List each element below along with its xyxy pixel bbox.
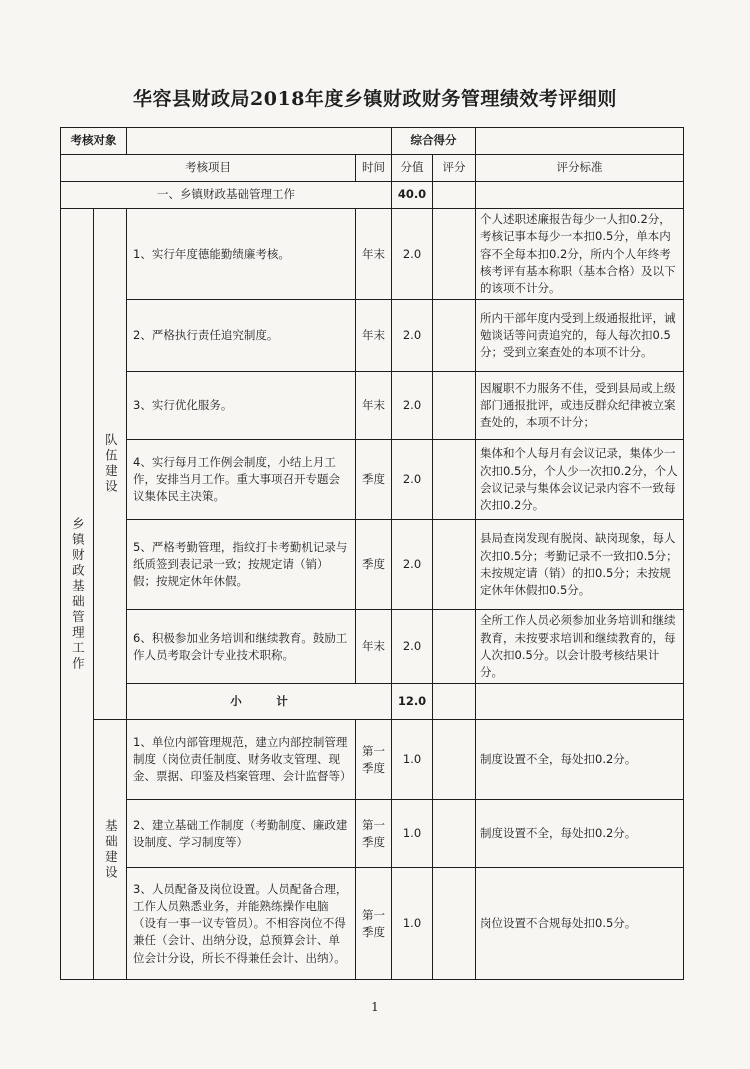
item-points: 2.0 [392, 209, 433, 300]
item-criteria: 制度设置不全，每处扣0.2分。 [476, 720, 684, 800]
item-time: 第一季度 [356, 868, 392, 980]
table-row [61, 300, 684, 372]
item-text: 2、严格执行责任追究制度。 [127, 300, 356, 372]
table-row [61, 372, 684, 440]
section-grade-cell [433, 182, 476, 209]
item-criteria: 个人述职述廉报告每少一人扣0.2分，考核记事本每少一本扣0.5分，单本内容不全每本扣0.2分，所内个人年终考核考评有基本称职（基本合格）及以下的该项不计分。 [476, 209, 684, 300]
group-label: 基础建设 [103, 818, 119, 881]
item-criteria: 集体和个人每月有会议记录，集体少一次扣0.5分，个人少一次扣0.2分，个人会议记录与集体会议记录内容不一致每次扣0.2分。 [476, 440, 684, 520]
section-vertical-label: 乡镇财政基础管理工作 [70, 516, 86, 672]
table-row [61, 440, 684, 520]
item-text: 1、实行年度德能勤绩廉考核。 [127, 209, 356, 300]
item-points: 2.0 [392, 372, 433, 440]
header-row-target [61, 128, 684, 155]
subtotal-label: 小 计 [127, 684, 392, 720]
item-criteria: 全所工作人员必须参加业务培训和继续教育，未按要求培训和继续教育的，每人次扣0.5分。以会计股考核结果计分。 [476, 610, 684, 684]
item-criteria: 所内干部年度内受到上级通报批评，诫勉谈话等问责追究的，每人每次扣0.5分；受到立案查处的本项不计分。 [476, 300, 684, 372]
group-label-cell [94, 209, 127, 720]
item-time: 年末 [356, 300, 392, 372]
item-time: 季度 [356, 440, 392, 520]
section-label: 一、乡镇财政基础管理工作 [61, 182, 392, 209]
item-time: 第一季度 [356, 720, 392, 800]
section-criteria-cell [476, 182, 684, 209]
item-time: 年末 [356, 209, 392, 300]
item-grade [433, 720, 476, 800]
item-points: 1.0 [392, 868, 433, 980]
item-criteria: 岗位设置不合规每处扣0.5分。 [476, 868, 684, 980]
item-grade [433, 209, 476, 300]
assessment-table [60, 127, 684, 980]
col-header-grade: 评分 [433, 155, 476, 182]
col-header-time: 时间 [356, 155, 392, 182]
item-grade [433, 520, 476, 610]
col-header-points: 分值 [392, 155, 433, 182]
section-row [61, 182, 684, 209]
col-header-criteria: 评分标准 [476, 155, 684, 182]
item-points: 2.0 [392, 610, 433, 684]
group-label-cell [94, 720, 127, 980]
item-time: 年末 [356, 372, 392, 440]
item-text: 1、单位内部管理规范，建立内部控制管理制度（岗位责任制度、财务收支管理、现金、票据、印鉴及档案管理、会计监督等） [127, 720, 356, 800]
item-points: 2.0 [392, 440, 433, 520]
page-number: 1 [371, 1000, 379, 1014]
item-text: 5、严格考勤管理，指纹打卡考勤机记录与纸质签到表记录一致；按规定请（销）假；按规定休年休假。 [127, 520, 356, 610]
score-group-value-cell [476, 128, 684, 155]
section-points: 40.0 [392, 182, 433, 209]
item-time: 年末 [356, 610, 392, 684]
item-grade [433, 372, 476, 440]
item-grade [433, 440, 476, 520]
item-grade [433, 800, 476, 868]
subtotal-criteria [476, 684, 684, 720]
table-row [61, 868, 684, 980]
item-grade [433, 868, 476, 980]
item-grade [433, 610, 476, 684]
section-vertical-label-cell [61, 209, 94, 980]
item-criteria: 县局查岗发现有脱岗、缺岗现象，每人次扣0.5分；考勤记录不一致扣0.5分；未按规定请（销）的扣0.5分；未按规定休年休假扣0.5分。 [476, 520, 684, 610]
table-row [61, 720, 684, 800]
item-points: 1.0 [392, 720, 433, 800]
item-text: 6、积极参加业务培训和继续教育。鼓励工作人员考取会计专业技术职称。 [127, 610, 356, 684]
subtotal-grade [433, 684, 476, 720]
table-row [61, 520, 684, 610]
col-header-project: 考核项目 [61, 155, 356, 182]
score-group-label: 综合得分 [392, 128, 476, 155]
table-row [61, 209, 684, 300]
group-label: 队伍建设 [103, 433, 119, 496]
target-value-cell [127, 128, 392, 155]
item-points: 2.0 [392, 300, 433, 372]
target-label: 考核对象 [61, 128, 127, 155]
item-text: 2、建立基础工作制度（考勤制度、廉政建设制度、学习制度等） [127, 800, 356, 868]
header-row-columns [61, 155, 684, 182]
item-grade [433, 300, 476, 372]
item-time: 季度 [356, 520, 392, 610]
subtotal-points: 12.0 [392, 684, 433, 720]
item-text: 4、实行每月工作例会制度，小结上月工作，安排当月工作。重大事项召开专题会议集体民主决策。 [127, 440, 356, 520]
page-title: 华容县财政局2018年度乡镇财政财务管理绩效考评细则 [133, 88, 617, 110]
item-points: 1.0 [392, 800, 433, 868]
item-text: 3、实行优化服务。 [127, 372, 356, 440]
table-row [61, 800, 684, 868]
item-criteria: 因履职不力服务不佳，受到县局或上级部门通报批评，或违反群众纪律被立案查处的，本项不计分； [476, 372, 684, 440]
item-text: 3、人员配备及岗位设置。人员配备合理，工作人员熟悉业务，并能熟练操作电脑（设有一事一议专管员）。不相容岗位不得兼任（会计、出纳分设，总预算会计、单位会计分设，所长不得兼任会计、出纳）。 [127, 868, 356, 980]
item-time: 第一季度 [356, 800, 392, 868]
item-points: 2.0 [392, 520, 433, 610]
subtotal-row [61, 684, 684, 720]
table-row [61, 610, 684, 684]
item-criteria: 制度设置不全，每处扣0.2分。 [476, 800, 684, 868]
